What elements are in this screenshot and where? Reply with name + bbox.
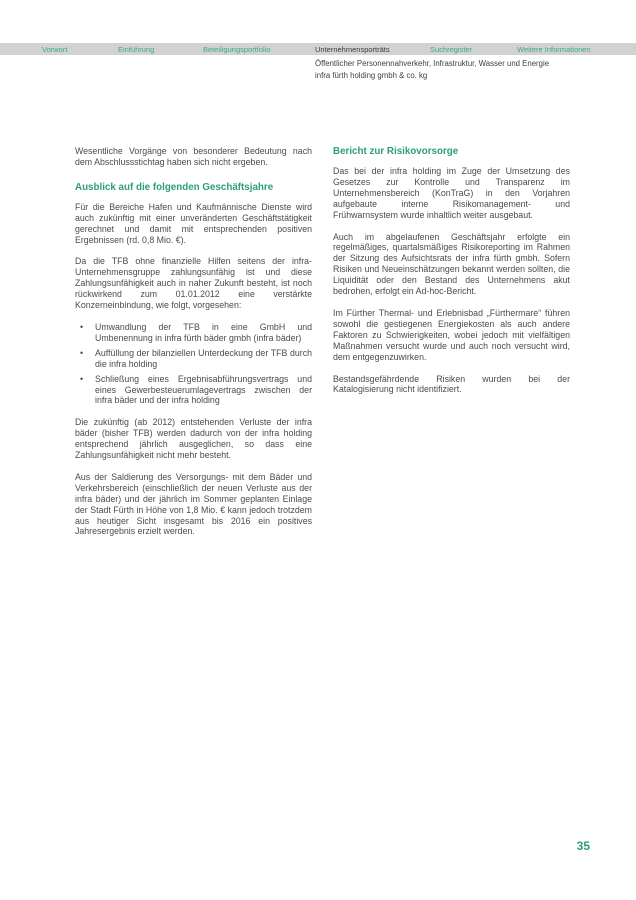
bullet-item — [75, 374, 312, 407]
body-paragraph: Im Fürther Thermal- und Erlebnisbad „Fürthermare“ führen sowohl die gestiegenen Energiekosten als auch andere Faktoren zu Schwierigkeiten, wobei jedoch mit vielfältigen Maßnahmen versucht wurde und auch noch versucht wird, dem entgegenzuwirken. — [333, 307, 570, 362]
section-category: Öffentlicher Personennahverkehr, Infrastruktur, Wasser und Energie — [315, 59, 550, 68]
section-heading: Bericht zur Risikovorsorge — [333, 146, 459, 157]
bullet-dot-icon: • — [80, 373, 84, 384]
body-paragraph: Die zukünftig (ab 2012) entstehenden Verluste der infra bäder (bisher TFB) werden dadurch von der infra holding entsprechend jährlich ausgeglichen, so dass eine Zahlungsunfähigkeit nicht mehr besteht. — [75, 417, 312, 461]
nav-item-vorwort[interactable]: Vorwort — [42, 44, 68, 54]
bullet-text: Auffüllung der bilanziellen Unterdeckung der TFB durch die infra holding — [95, 347, 312, 369]
bullet-item — [75, 322, 312, 344]
nav-item-unternehmensporträts[interactable]: Unternehmensporträts — [315, 44, 390, 54]
nav-item-weitere-informationen[interactable]: Weitere Informationen — [517, 44, 591, 54]
nav-item-suchregister[interactable]: Suchregister — [430, 44, 473, 54]
section-company: infra fürth holding gmbh & co. kg — [315, 70, 428, 80]
bullet-list — [75, 322, 312, 406]
section-header — [315, 58, 615, 81]
body-paragraph: Da die TFB ohne finanzielle Hilfen seitens der infra-Unternehmensgruppe zahlungsunfähig ist und diese Zahlungsunfähigkeit auch in naher Zukunft besteht, ist noch rückwirkend zum 01.01.2012 eine verstärkte Konzerneinbindung, wie folgt, vorgesehen: — [75, 256, 312, 311]
register-nav-bar — [0, 43, 636, 55]
page-content — [75, 146, 570, 548]
nav-item-beteiligungsportfolio[interactable]: Beteiligungsportfolio — [203, 44, 271, 54]
body-paragraph: Für die Bereiche Hafen und Kaufmännische Dienste wird auch zukünftig mit einer unveränderten Geschäftstätigkeit gerechnet und damit mit entsprechenden positiven Ergebnissen (rd. 0,8 Mio. €). — [75, 201, 312, 245]
body-paragraph: Das bei der infra holding im Zuge der Umsetzung des Gesetzes zur Kontrolle und Transparenz im Unternehmensbereich (KonTraG) in den Vorjahren aufgebaute interne Risikomanagement- und Frühwarnsystem wurde inhaltlich weiter ausgebaut. — [333, 166, 570, 220]
body-paragraph: Wesentliche Vorgänge von besonderer Bedeutung nach dem Abschlussstichtag haben sich nicht ergeben. — [75, 146, 312, 167]
bullet-dot-icon: • — [80, 321, 84, 332]
page-number: 35 — [576, 839, 590, 853]
nav-item-einführung[interactable]: Einführung — [118, 44, 155, 54]
bullet-text: Schließung eines Ergebnisabführungsvertrags und eines Gewerbesteuerumlagevertrags zwischen der infra bäder und der infra holding — [95, 373, 312, 406]
body-paragraph: Auch im abgelaufenen Geschäftsjahr erfolgte ein regelmäßiges, quartalsmäßiges Risikoreporting im Rahmen der Sitzung des Aufsichtsrats der infra fürth gmbh. Sofern Risiken und Neueinschätzungen bekannt werden sollten, die Liquidität oder den Bestand des Unternehmens akut bedrohen, erfolgt ein Ad-hoc-Bericht. — [333, 231, 570, 297]
body-paragraph: Bestandsgefährdende Risiken wurden bei der Katalogisierung nicht identifiziert. — [333, 373, 570, 395]
bullet-item — [75, 348, 312, 370]
body-paragraph: Aus der Saldierung des Versorgungs- mit dem Bäder und Verkehrsbereich (einschließlich der neuen Verluste aus der infra bäder) und der jährlich im Sommer geplanten Einlage der Stadt Fürth in Höhe von 1,8 Mio. € kann jedoch trotzdem aus heutiger Sicht insgesamt bis 2016 ein positives Jahresergebnis erzielt werden. — [75, 471, 312, 537]
right-column — [333, 146, 570, 548]
bullet-text: Umwandlung der TFB in eine GmbH und Umbenennung in infra fürth bäder gmbh (infra bäder) — [95, 321, 312, 343]
left-column — [75, 146, 312, 548]
section-heading: Ausblick auf die folgenden Geschäftsjahre — [75, 181, 274, 193]
bullet-dot-icon: • — [80, 347, 84, 358]
